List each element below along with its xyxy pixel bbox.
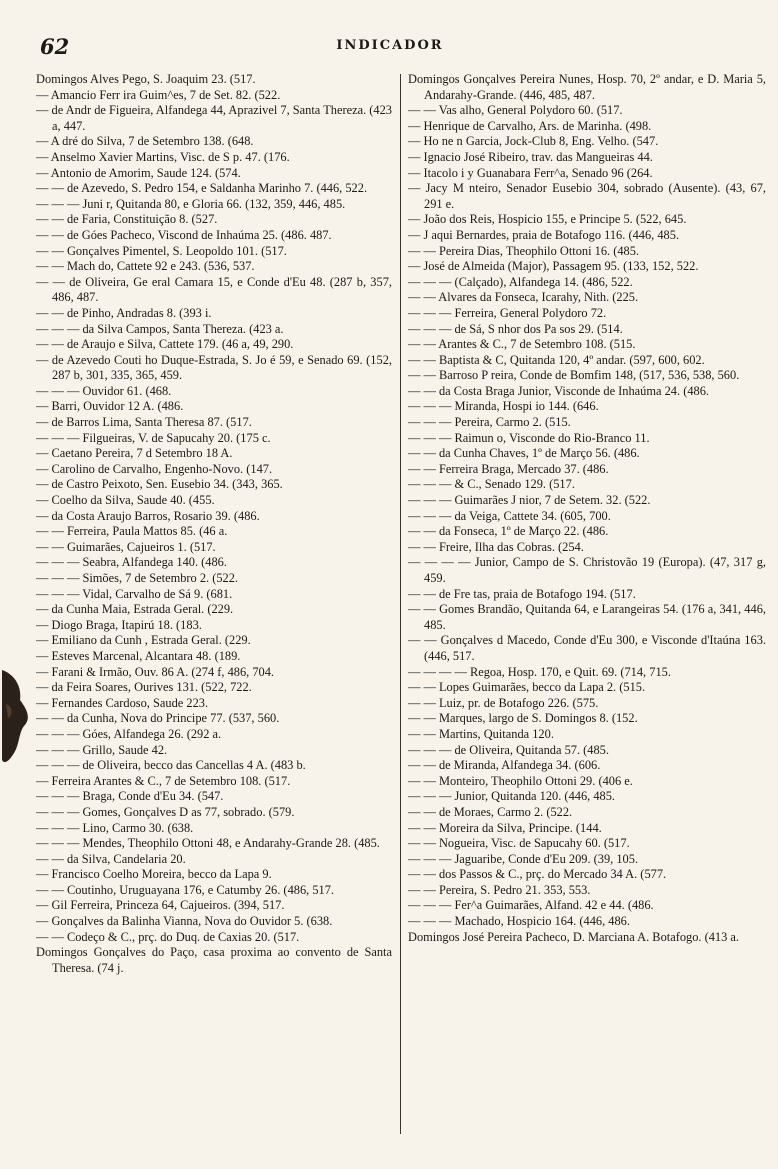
directory-entry: — — — Filgueiras, V. de Sapucahy 20. (175 c. — [36, 430, 271, 445]
directory-entry: — Itacolo i y Guanabara Ferr^a, Senado 96 (264. — [408, 165, 653, 180]
directory-entry: — Farani & Irmão, Ouv. 86 A. (274 f, 486, 704. — [36, 664, 275, 679]
directory-entry: — — da Silva, Candelaria 20. — [36, 851, 186, 866]
directory-entry: — — de Miranda, Alfandega 34. (606. — [408, 758, 601, 773]
directory-entry: — — Mach do, Cattete 92 e 243. (536, 537. — [36, 259, 255, 274]
directory-entry: — — de Azevedo, S. Pedro 154, e Saldanha Marinho 7. (446, 522. — [36, 181, 368, 196]
directory-entry: — — — Fer^a Guimarães, Alfand. 42 e 44. (486. — [408, 898, 654, 913]
directory-entry: — Barri, Ouvidor 12 A. (486. — [36, 399, 184, 414]
directory-entry: — Ferreira Arantes & C., 7 de Setembro 108. (517. — [36, 773, 291, 788]
directory-entry: Domingos Alves Pego, S. Joaquim 23. (517. — [36, 72, 256, 86]
directory-entry: — Amancio Ferr ira Guim^es, 7 de Set. 82. (522. — [36, 87, 281, 102]
directory-entry: — Caetano Pereira, 7 d Setembro 18 A. — [36, 446, 233, 461]
directory-entry: — — de Faria, Constituição 8. (527. — [36, 212, 218, 227]
directory-entry: — — — Machado, Hospicio 164. (446, 486. — [408, 914, 630, 929]
directory-entry: — — — da Veiga, Cattete 34. (605, 700. — [408, 508, 611, 523]
directory-entry: — Antonio de Amorim, Saude 124. (574. — [36, 165, 241, 180]
directory-entry: — de Castro Peixoto, Sen. Eusebio 34. (343, 365. — [36, 477, 283, 492]
ink-blot-mark — [0, 660, 34, 770]
directory-entry: — — dos Passos & C., prç. do Mercado 34 A. (577. — [408, 867, 667, 882]
directory-entry: — — — Mendes, Theophilo Ottoni 48, e Andarahy-Grande 28. (485. — [36, 836, 380, 851]
directory-entry: — — — Miranda, Hospi io 144. (646. — [408, 399, 599, 414]
directory-entry: — — — Raimun o, Visconde do Rio-Branco 11. — [408, 430, 650, 445]
directory-entry: — J aqui Bernardes, praia de Botafogo 116. (446, 485. — [408, 227, 680, 242]
directory-entry: — João dos Reis, Hospicio 155, e Principe 5. (522, 645. — [408, 212, 687, 227]
directory-entry: — — de Moraes, Carmo 2. (522. — [408, 804, 573, 819]
directory-entry: — — Pereira Dias, Theophilo Ottoni 16. (485. — [408, 243, 640, 258]
directory-entry: — — da Cunha Chaves, 1º de Março 56. (486. — [408, 446, 640, 461]
directory-entry: — — Marques, largo de S. Domingos 8. (152. — [408, 711, 638, 726]
directory-entry: — Ignacio José Ribeiro, trav. das Mangueiras 44. — [408, 149, 653, 164]
directory-entry: — — — Góes, Alfandega 26. (292 a. — [36, 726, 222, 741]
directory-entry: — — — de Oliveira, Quitanda 57. (485. — [408, 742, 609, 757]
directory-entry: — — — Jaguaribe, Conde d'Eu 209. (39, 105. — [408, 851, 639, 866]
directory-entry: — Francisco Coelho Moreira, becco da Lapa 9. — [36, 867, 272, 882]
directory-entry: — — — Juni r, Quitanda 80, e Gloria 66. (132, 359, 446, 485. — [36, 196, 346, 211]
directory-entry: — Diogo Braga, Itapirú 18. (183. — [36, 617, 202, 632]
directory-entry: — Carolino de Carvalho, Engenho-Novo. (147. — [36, 461, 273, 476]
page-header — [40, 34, 740, 64]
directory-entry: — Coelho da Silva, Saude 40. (455. — [36, 493, 215, 508]
directory-entry: — — — Ouvidor 61. (468. — [36, 383, 172, 398]
directory-entry: — — — Lino, Carmo 30. (638. — [36, 820, 194, 835]
directory-entry: — — Guimarães, Cajueiros 1. (517. — [36, 539, 216, 554]
directory-entry: — — de Pinho, Andradas 8. (393 i. — [36, 305, 212, 320]
directory-entry: — — de Oliveira, Ge eral Camara 15, e Conde d'Eu 48. (287 b, 357, 486, 487. — [36, 274, 392, 305]
directory-entry: — — Gonçalves d Macedo, Conde d'Eu 300, e Visconde d'Itaúna 163. (446, 517. — [408, 633, 766, 663]
directory-entry: — — Alvares da Fonseca, Icarahy, Nith. (225. — [408, 290, 639, 305]
directory-entry: — — Barroso P reira, Conde de Bomfim 148, (517, 536, 538, 560. — [408, 368, 740, 383]
directory-entry: — — — Ferreira, General Polydoro 72. — [408, 305, 607, 320]
directory-entry: — — Gonçalves Pimentel, S. Leopoldo 101. (517. — [36, 243, 287, 258]
directory-entry: — Fernandes Cardoso, Saude 223. — [36, 695, 209, 710]
directory-entry: — — de Araujo e Silva, Cattete 179. (46 a, 49, 290. — [36, 337, 294, 352]
directory-entry: Domingos José Pereira Pacheco, D. Marciana A. Botafogo. (413 a. — [408, 929, 740, 944]
directory-entry: — — da Cunha, Nova do Principe 77. (537, 560. — [36, 711, 280, 726]
directory-entry: — — Martins, Quitanda 120. — [408, 726, 554, 741]
directory-entry: Domingos Gonçalves Pereira Nunes, Hosp. 70, 2º andar, e D. Maria 5, Andarahy-Grande. (446, 485, 487. — [408, 72, 766, 102]
directory-entry: — Anselmo Xavier Martins, Visc. de S p. 47. (176. — [36, 149, 290, 164]
directory-entry: — — Codeço & C., prç. do Duq. de Caxias 20. (517. — [36, 929, 300, 944]
directory-entry: — — de Fre tas, praia de Botafogo 194. (517. — [408, 586, 636, 601]
directory-entry: — — Pereira, S. Pedro 21. 353, 553. — [408, 882, 591, 897]
directory-entry: — A dré do Silva, 7 de Setembro 138. (648. — [36, 134, 254, 149]
directory-body — [36, 72, 766, 1152]
directory-entry: — da Feira Soares, Ourives 131. (522, 722. — [36, 680, 252, 695]
directory-entry: — — — (Calçado), Alfandega 14. (486, 522. — [408, 274, 633, 289]
right-column — [408, 72, 766, 1152]
directory-entry: — José de Almeida (Major), Passagem 95. (133, 152, 522. — [408, 259, 699, 274]
directory-entry: — — Gomes Brandão, Quitanda 64, e Larangeiras 54. (176 a, 341, 446, 485. — [408, 602, 766, 632]
directory-entry: — — Nogueira, Visc. de Sapucahy 60. (517. — [408, 836, 630, 851]
directory-entry: — Ho ne n Garcia, Jock-Club 8, Eng. Velho. (547. — [408, 134, 659, 149]
directory-entry: — — — — Regoa, Hosp. 170, e Quit. 69. (714, 715. — [408, 664, 671, 679]
directory-entry: — Emiliano da Cunh , Estrada Geral. (229. — [36, 633, 251, 648]
directory-entry: — Gonçalves da Balinha Vianna, Nova do Ouvidor 5. (638. — [36, 914, 333, 929]
directory-entry: — — de Góes Pacheco, Viscond de Inhaúma 25. (486. 487. — [36, 227, 332, 242]
directory-entry: — — — Junior, Quitanda 120. (446, 485. — [408, 789, 616, 804]
directory-entry: — — — Gomes, Gonçalves D as 77, sobrado. (579. — [36, 804, 295, 819]
running-head-title: INDICADOR — [336, 38, 444, 53]
page-number: 62 — [40, 34, 70, 59]
directory-entry: — — Freire, Ilha das Cobras. (254. — [408, 539, 584, 554]
directory-entry: — — Luiz, pr. de Botafogo 226. (575. — [408, 695, 599, 710]
directory-entry: — — Lopes Guimarães, becco da Lapa 2. (515. — [408, 680, 646, 695]
directory-entry: — — Baptista & C, Quitanda 120, 4º andar. (597, 600, 602. — [408, 352, 705, 367]
directory-entry: — — Moreira da Silva, Principe. (144. — [408, 820, 602, 835]
directory-entry: — — Coutinho, Uruguayana 176, e Catumby 26. (486, 517. — [36, 882, 335, 897]
directory-entry: — da Costa Araujo Barros, Rosario 39. (486. — [36, 508, 260, 523]
directory-entry: — de Andr de Figueira, Alfandega 44, Aprazivel 7, Santa Thereza. (423 a, 447. — [36, 103, 392, 133]
directory-entry: — de Azevedo Couti ho Duque-Estrada, S. Jo é 59, e Senado 69. (152, 287 b, 301, 335, 365, 459. — [36, 352, 392, 383]
directory-entry: — — da Costa Braga Junior, Visconde de Inhaúma 24. (486. — [408, 383, 710, 398]
directory-entry: — — Arantes & C., 7 de Setembro 108. (515. — [408, 337, 636, 352]
directory-entry: — — — Grillo, Saude 42. — [36, 742, 168, 757]
left-column — [36, 72, 392, 1152]
directory-entry: — — — Simões, 7 de Setembro 2. (522. — [36, 571, 239, 585]
directory-entry: — — Vas alho, General Polydoro 60. (517. — [408, 103, 623, 118]
directory-entry: — Jacy M nteiro, Senador Eusebio 304, sobrado (Ausente). (43, 67, 291 e. — [408, 181, 766, 211]
directory-entry: — — — de Sá, S nhor dos Pa sos 29. (514. — [408, 321, 623, 336]
directory-entry: — — — de Oliveira, becco das Cancellas 4 A. (483 b. — [36, 758, 306, 773]
directory-entry: — — da Fonseca, 1º de Março 22. (486. — [408, 524, 609, 539]
directory-entry: — — Ferreira, Paula Mattos 85. (46 a. — [36, 524, 228, 539]
directory-entry: — da Cunha Maia, Estrada Geral. (229. — [36, 602, 234, 617]
directory-entry: — — — — Junior, Campo de S. Christovão 19 (Europa). (47, 317 g, 459. — [408, 555, 766, 585]
directory-entry: — — Ferreira Braga, Mercado 37. (486. — [408, 461, 609, 476]
directory-entry: — — — da Silva Campos, Santa Thereza. (423 a. — [36, 321, 284, 336]
directory-entry: — — — Braga, Conde d'Eu 34. (547. — [36, 789, 224, 804]
directory-entry: — Henrique de Carvalho, Ars. de Marinha. (498. — [408, 118, 652, 133]
directory-entry: — — — Guimarães J nior, 7 de Setem. 32. (522. — [408, 493, 651, 508]
directory-entry: — — — Seabra, Alfandega 140. (486. — [36, 555, 227, 570]
directory-entry: — Gil Ferreira, Princeza 64, Cajueiros. (394, 517. — [36, 898, 285, 913]
directory-entry: — Esteves Marcenal, Alcantara 48. (189. — [36, 648, 241, 663]
directory-entry: — de Barros Lima, Santa Theresa 87. (517. — [36, 415, 252, 430]
directory-entry: — — — Pereira, Carmo 2. (515. — [408, 415, 571, 430]
directory-entry: — — Monteiro, Theophilo Ottoni 29. (406 e. — [408, 773, 633, 788]
directory-entry: — — — & C., Senado 129. (517. — [408, 477, 575, 492]
directory-entry: — — — Vidal, Carvalho de Sá 9. (681. — [36, 586, 233, 601]
directory-entry: Domingos Gonçalves do Paço, casa proxima ao convento de Santa Theresa. (74 j. — [36, 945, 392, 975]
